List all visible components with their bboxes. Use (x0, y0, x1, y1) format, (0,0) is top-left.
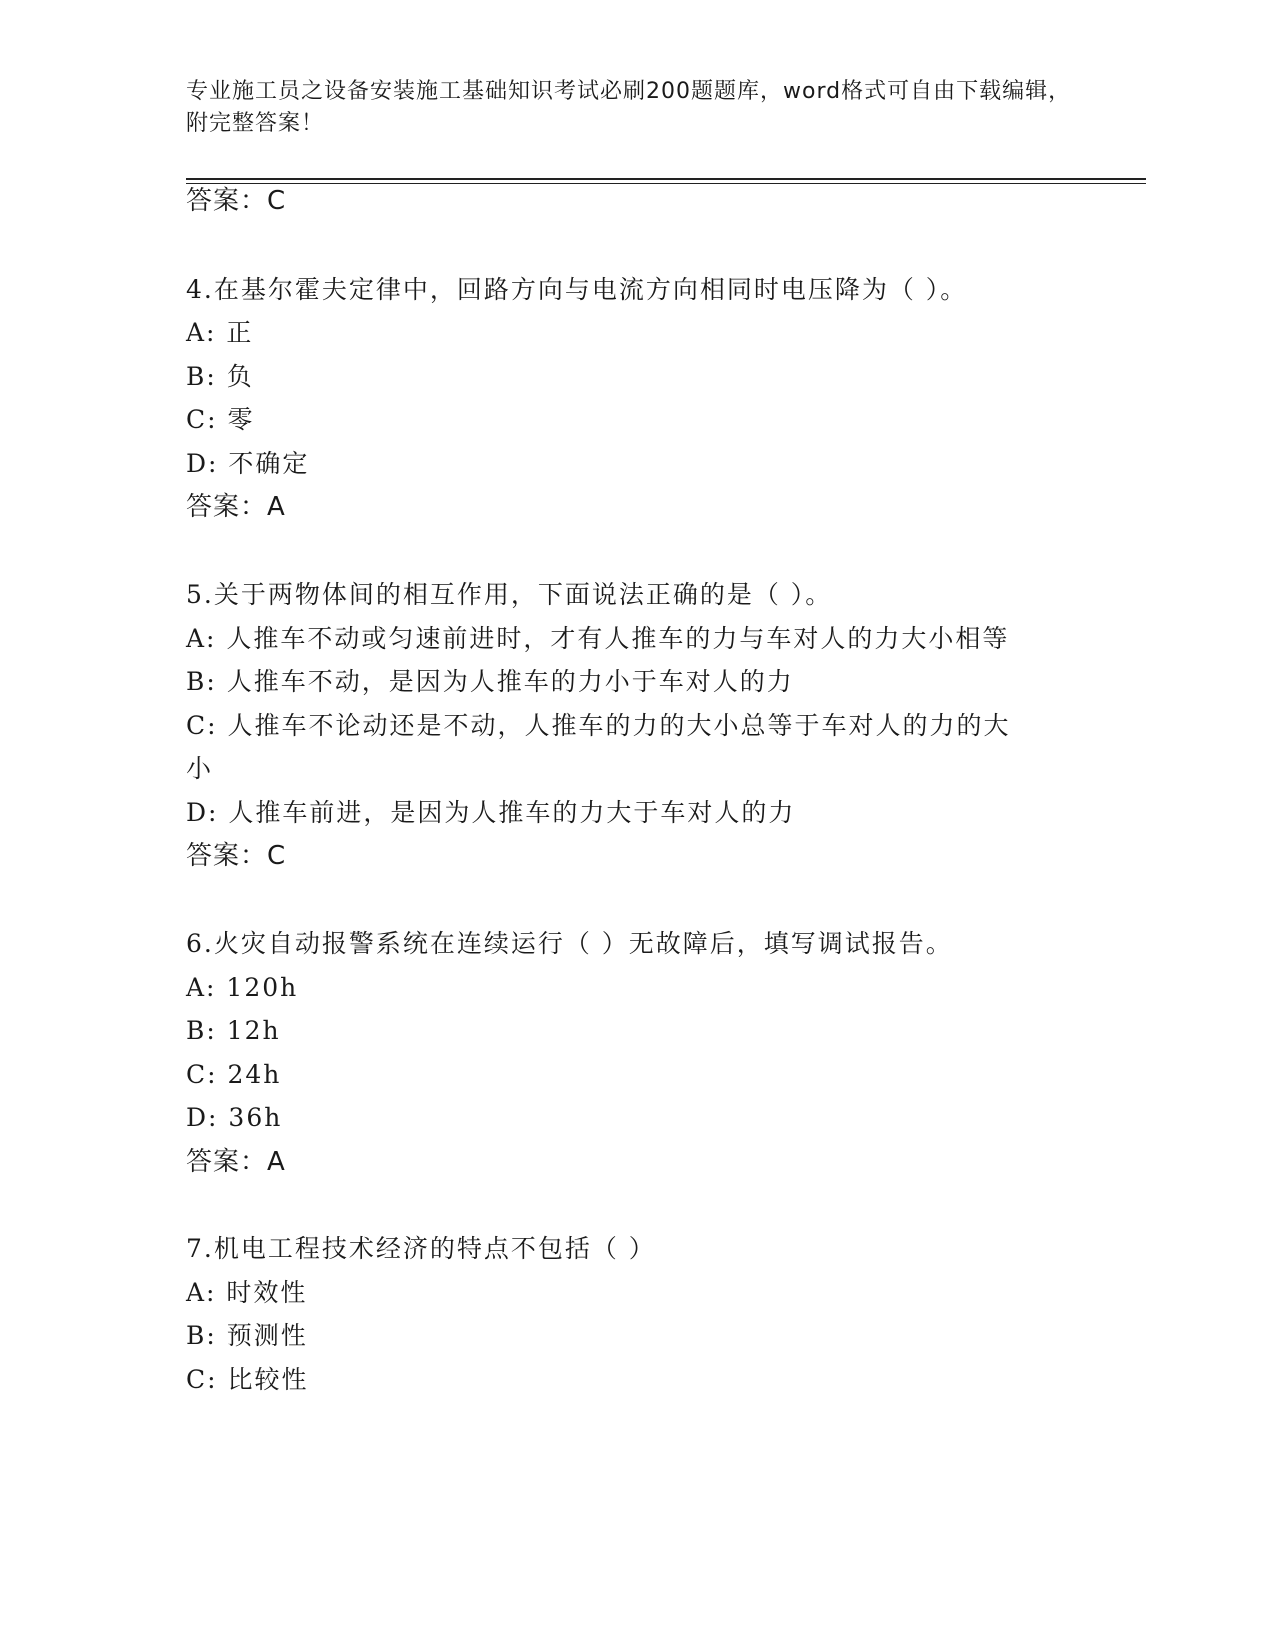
answer-q4: 答案：A (186, 492, 286, 522)
question-7: 7.机电工程技术经济的特点不包括（ ） (186, 1234, 656, 1263)
answer-q3: 答案：C (186, 186, 287, 216)
question-4-option-d: D: 不确定 (186, 449, 310, 478)
answer-q6: 答案：A (186, 1147, 286, 1177)
question-4-option-a: A: 正 (186, 318, 254, 347)
question-6-option-c: C: 24h (186, 1060, 282, 1089)
question-4-option-b: B: 负 (186, 362, 254, 391)
header-divider-top (186, 178, 1146, 180)
question-4-option-c: C: 零 (186, 405, 255, 434)
question-7-option-a: A: 时效性 (186, 1278, 308, 1307)
question-6-option-d: D: 36h (186, 1103, 283, 1132)
question-5-option-a: A: 人推车不动或匀速前进时，才有人推车的力与车对人的力大小相等 (186, 624, 1010, 653)
header-divider-bottom (186, 183, 1146, 184)
question-7-option-c: C: 比较性 (186, 1365, 309, 1394)
question-5: 5.关于两物体间的相互作用，下面说法正确的是（ ）。 (186, 580, 833, 609)
answer-q5: 答案：C (186, 841, 287, 871)
question-5-option-b: B: 人推车不动，是因为人推车的力小于车对人的力 (186, 667, 794, 696)
question-6-option-a: A: 120h (186, 973, 299, 1002)
document-header: 专业施工员之设备安装施工基础知识考试必刷200题题库，word格式可自由下载编辑，附完整答案！ (186, 79, 1072, 136)
question-5-option-c: C: 人推车不论动还是不动，人推车的力的大小总等于车对人的力的大 (186, 711, 1011, 740)
question-4: 4.在基尔霍夫定律中，回路方向与电流方向相同时电压降为（ ）。 (186, 275, 968, 304)
question-5-option-c-cont: 小 (186, 754, 214, 783)
question-5-option-d: D: 人推车前进，是因为人推车的力大于车对人的力 (186, 798, 796, 827)
question-7-option-b: B: 预测性 (186, 1321, 308, 1350)
question-6-option-b: B: 12h (186, 1016, 281, 1045)
question-6: 6.火灾自动报警系统在连续运行（ ）无故障后，填写调试报告。 (186, 929, 953, 958)
